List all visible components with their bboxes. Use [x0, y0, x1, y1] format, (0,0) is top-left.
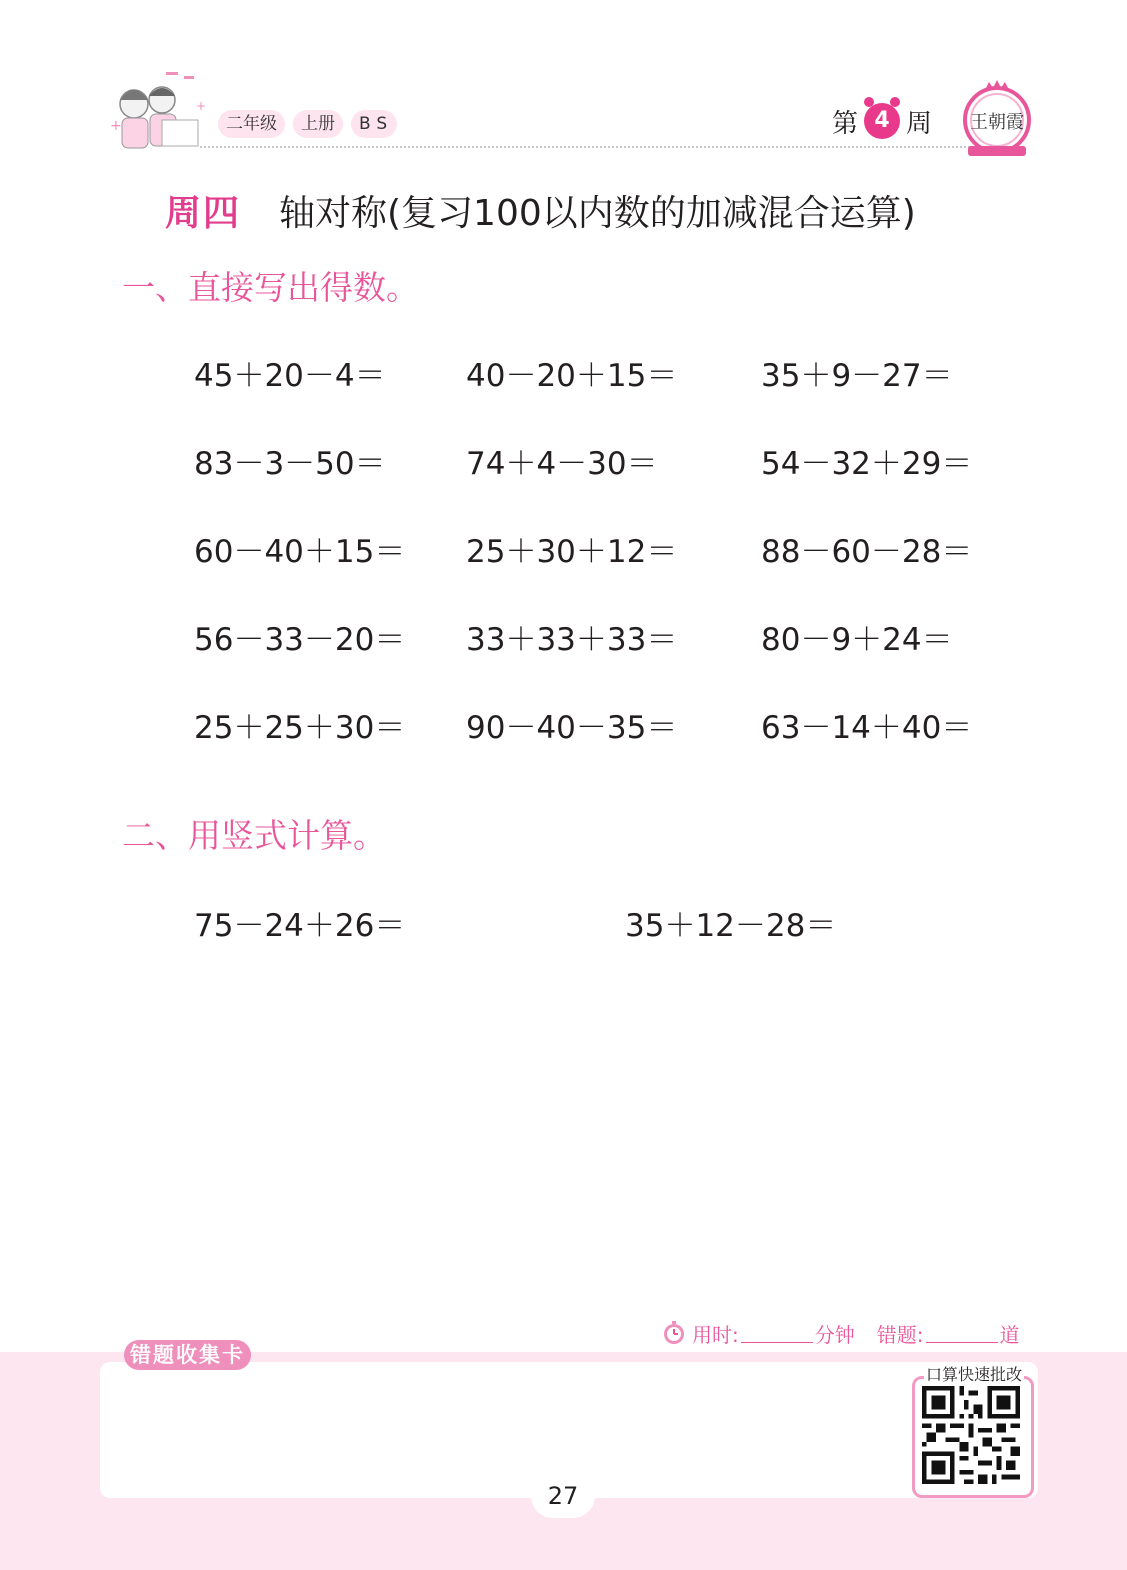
- title-topic: 轴对称(复习100以内数的加减混合运算): [279, 192, 916, 234]
- semester-tag: 上册: [293, 110, 343, 138]
- problem: 45＋20－4＝: [194, 358, 386, 394]
- problem: 80－9＋24＝: [761, 622, 953, 658]
- problem: 56－33－20＝: [194, 622, 406, 658]
- problem: 54－32＋29＝: [761, 446, 973, 482]
- svg-text:+: +: [196, 99, 207, 113]
- problem: 25＋25＋30＝: [194, 710, 406, 746]
- brand-seal-logo: [958, 78, 1036, 162]
- errors-blank[interactable]: [926, 1324, 998, 1343]
- svg-text:王朝霞: 王朝霞: [970, 112, 1024, 133]
- week-number-badge: 4: [864, 103, 900, 139]
- stopwatch-icon: [662, 1321, 686, 1345]
- time-label: 用时:: [692, 1322, 739, 1347]
- vertical-calc-problem: 35＋12－28＝: [625, 908, 837, 944]
- qr-code-icon[interactable]: [922, 1386, 1020, 1484]
- errors-unit: 道: [999, 1322, 1020, 1347]
- qr-label: 口算快速批改: [924, 1362, 1024, 1385]
- problem: 83－3－50＝: [194, 446, 386, 482]
- time-record-line: [662, 1318, 1020, 1348]
- errors-label: 错题:: [876, 1322, 924, 1347]
- week-suffix: 周: [906, 108, 933, 139]
- title-day: 周四: [165, 192, 242, 234]
- page-title: [165, 182, 916, 238]
- mistake-card-title: 错题收集卡: [124, 1340, 251, 1370]
- problem: 40－20＋15＝: [466, 358, 678, 394]
- problem: 74＋4－30＝: [466, 446, 658, 482]
- vertical-calc-problem: 75－24＋26＝: [194, 908, 406, 944]
- problem: 90－40－35＝: [466, 710, 678, 746]
- minutes-unit: 分钟: [814, 1322, 855, 1347]
- problem: 63－14＋40＝: [761, 710, 973, 746]
- svg-text:+: +: [110, 118, 122, 134]
- time-blank[interactable]: [741, 1324, 813, 1343]
- grade-tags: [218, 110, 397, 138]
- week-prefix: 第: [832, 108, 859, 139]
- week-indicator: [832, 98, 932, 144]
- section2-heading: 二、用竖式计算。: [122, 816, 386, 855]
- problem: 33＋33＋33＝: [466, 622, 678, 658]
- children-mascot-illustration: [104, 70, 208, 158]
- problem: 60－40＋15＝: [194, 534, 406, 570]
- page-number: 27: [531, 1474, 595, 1518]
- problem: 88－60－28＝: [761, 534, 973, 570]
- grade-tag: 二年级: [218, 110, 285, 138]
- edition-tag: BS: [351, 110, 397, 138]
- problem: 25＋30＋12＝: [466, 534, 678, 570]
- problem: 35＋9－27＝: [761, 358, 953, 394]
- section1-heading: 一、直接写出得数。: [122, 268, 419, 307]
- header-divider: [200, 146, 970, 148]
